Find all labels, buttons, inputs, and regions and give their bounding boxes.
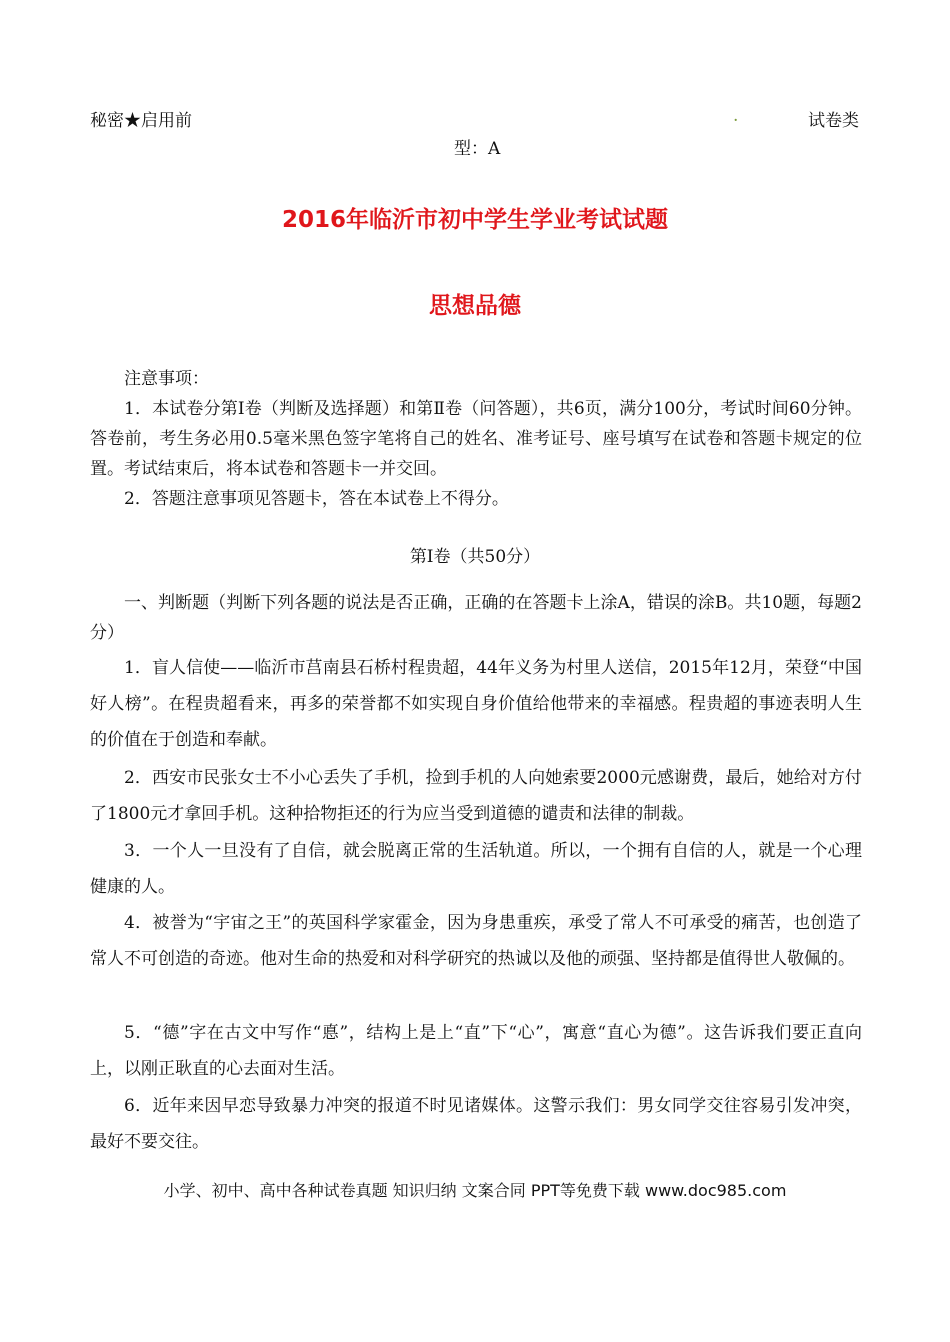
notice-item-1: 1．本试卷分第Ⅰ卷（判断及选择题）和第Ⅱ卷（问答题），共6页，满分100分，考试时间60分钟。答卷前，考生务必用0.5毫米黑色签字笔将自己的姓名、准考证号、座号填写在试卷和答题卡规定的位置。考试结束后，将本试卷和答题卡一并交回。 [90,399,862,479]
section-heading: 第Ⅰ卷（共50分） [409,547,541,567]
question-4: 4．被誉为“宇宙之王”的英国科学家霍金，因为身患重疾，承受了常人不可承受的痛苦，也创造了常人不可创造的奇迹。他对生命的热爱和对科学研究的热诚以及他的顽强、坚持都是值得世人敬佩的。 [90,913,862,969]
question-1: 1．盲人信使——临沂市莒南县石桥村程贵超，44年义务为村里人送信，2015年12月，荣登“中国好人榜”。在程贵超看来，再多的荣誉都不如实现自身价值给他带来的幸福感。程贵超的事迹表明人生的价值在于创造和奉献。 [90,658,862,750]
question-6: 6．近年来因早恋导致暴力冲突的报道不时见诸媒体。这警示我们：男女同学交往容易引发冲突，最好不要交往。 [90,1096,862,1152]
question-2: 2．西安市民张女士不小心丢失了手机，捡到手机的人向她索要2000元感谢费，最后，她给对方付了1800元才拿回手机。这种拾物拒还的行为应当受到道德的谴责和法律的制裁。 [90,768,862,824]
exam-title: 2016年临沂市初中学生学业考试试题 [281,207,668,233]
notice-item-2: 2．答题注意事项见答题卡，答在本试卷上不得分。 [124,489,509,509]
question-3: 3．一个人一旦没有了自信，就会脱离正常的生活轨道。所以，一个拥有自信的人，就是一个心理健康的人。 [90,841,862,897]
paper-type-value: 型：A [454,139,501,159]
subject-title: 思想品德 [429,293,521,319]
notice-heading: 注意事项： [124,369,209,389]
paper-type-label: 试卷类 [808,111,859,131]
footer-text: 小学、初中、高中各种试卷真题 知识归纳 文案合同 PPT等免费下载 www.doc985.com [163,1181,787,1200]
confidential-label: 秘密★启用前 [90,111,192,131]
part-intro: 一、判断题（判断下列各题的说法是否正确，正确的在答题卡上涂A，错误的涂B。共10题，每题2分） [90,593,862,643]
question-5: 5．“德”字在古文中写作“悳”，结构上是上“直”下“心”，寓意“直心为德”。这告诉我们要正直向上，以刚正耿直的心去面对生活。 [90,1023,862,1079]
header-dot: . [733,106,739,126]
